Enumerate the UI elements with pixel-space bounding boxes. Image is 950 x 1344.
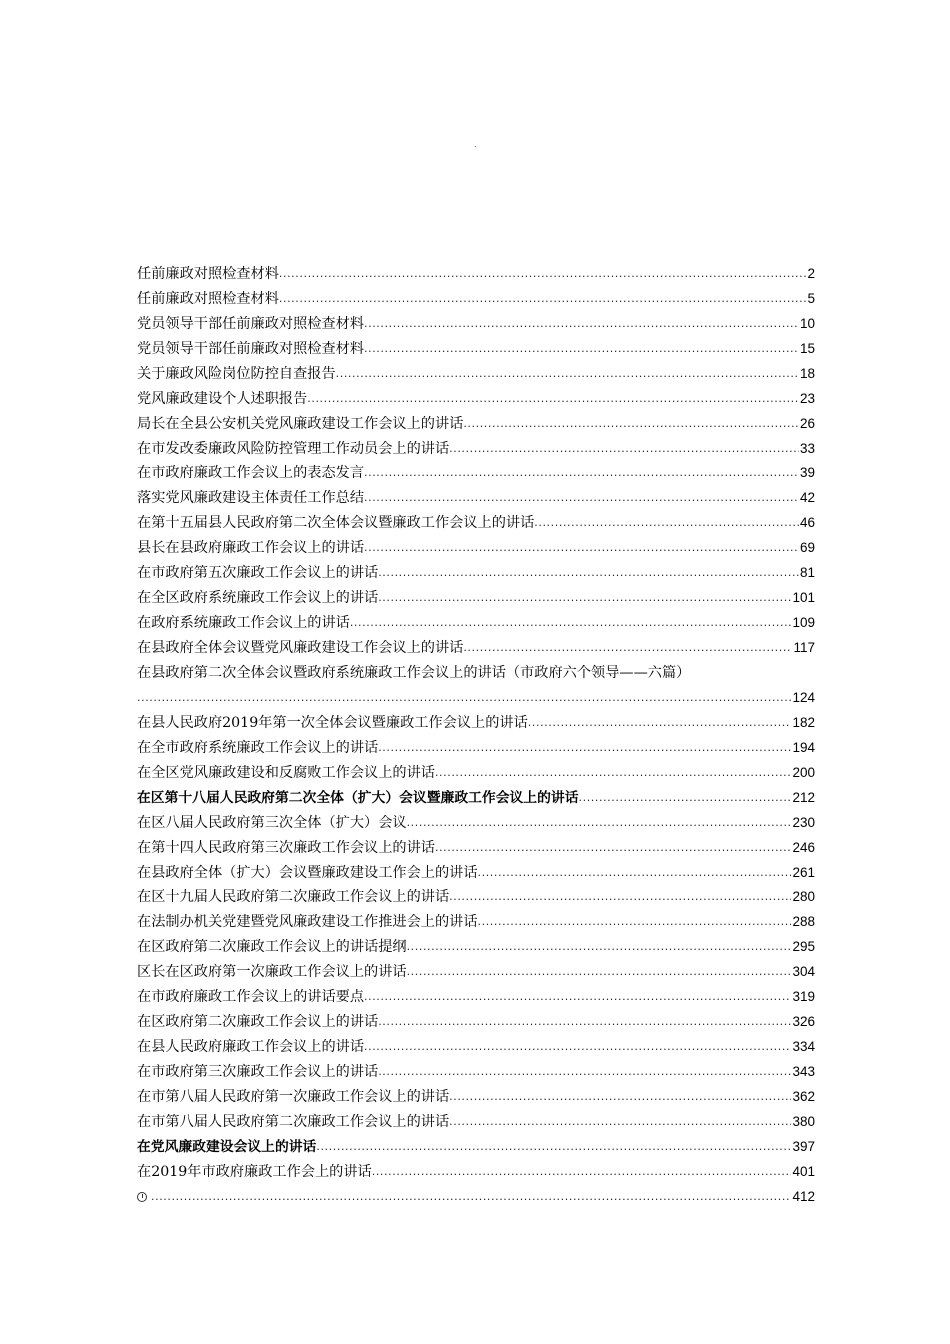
toc-entry-19[interactable]	[137, 736, 815, 761]
toc-entry-35[interactable]	[137, 1135, 815, 1160]
toc-title: 在区政府第二次廉政工作会议上的讲话	[137, 1014, 379, 1031]
toc-entry-12[interactable]	[137, 536, 815, 561]
toc-title: 在市政府第五次廉政工作会议上的讲话	[137, 565, 379, 582]
toc-page-number: 109	[792, 615, 815, 631]
toc-entry-25[interactable]	[137, 885, 815, 910]
toc-entry-27[interactable]	[137, 935, 815, 960]
toc-page-number: 304	[792, 964, 815, 980]
toc-page-number: 15	[799, 340, 815, 356]
toc-page-number: 2	[807, 265, 815, 281]
toc-page-number: 124	[792, 689, 815, 705]
dot-leader	[378, 586, 791, 611]
toc-title: 在县政府全体会议暨党风廉政建设工作会议上的讲话	[137, 640, 464, 657]
toc-page-number: 200	[792, 764, 815, 780]
toc-entry-1[interactable]	[137, 262, 815, 287]
toc-page-number: 319	[792, 989, 815, 1005]
dot-leader	[364, 536, 799, 561]
dot-leader	[137, 686, 791, 711]
dot-leader	[378, 736, 791, 761]
toc-page-number: 380	[792, 1113, 815, 1129]
toc-page-number: 295	[792, 939, 815, 955]
dot-leader	[364, 337, 799, 362]
toc-title: 在第十五届县人民政府第二次全体会议暨廉政工作会议上的讲话	[137, 515, 535, 532]
toc-page-number: 46	[799, 515, 815, 531]
dot-leader	[449, 437, 799, 462]
toc-page-number: 26	[799, 415, 815, 431]
toc-page-number: 33	[799, 440, 815, 456]
dot-leader	[316, 1135, 791, 1160]
dot-leader	[372, 1160, 792, 1185]
toc-page-number: 117	[793, 640, 815, 656]
toc-title: 局长在全县公安机关党风廉政建设工作会议上的讲话	[137, 415, 464, 432]
toc-page-number: 212	[792, 789, 815, 805]
dot-leader	[279, 287, 807, 312]
toc-entry-4[interactable]	[137, 337, 815, 362]
toc-title: 党员领导干部任前廉政对照检查材料	[137, 315, 365, 332]
toc-entry-34[interactable]	[137, 1110, 815, 1135]
toc-page-number: 69	[799, 540, 815, 556]
toc-page-number: 10	[799, 315, 815, 331]
toc-page-number: 42	[799, 490, 815, 506]
toc-entry-2[interactable]	[137, 287, 815, 312]
toc-entry-26[interactable]	[137, 910, 815, 935]
toc-page-number: 280	[792, 889, 815, 905]
toc-page-number: 182	[792, 714, 815, 730]
toc-title: 关于廉政风险岗位防控自查报告	[137, 365, 336, 382]
toc-page-number: 230	[792, 814, 815, 830]
toc-page-number: 18	[799, 365, 815, 381]
table-of-contents	[137, 262, 815, 1210]
toc-page-number: 343	[792, 1064, 815, 1079]
toc-title: 区长在区政府第一次廉政工作会议上的讲话	[137, 964, 407, 981]
toc-entry-16[interactable]	[137, 636, 815, 661]
toc-page-number: 261	[792, 864, 815, 880]
toc-entry-30[interactable]	[137, 1010, 815, 1035]
toc-entry-5[interactable]	[137, 362, 815, 387]
toc-page-number: 23	[799, 390, 815, 406]
toc-page-number: 334	[792, 1039, 815, 1055]
dot-leader	[378, 1010, 791, 1035]
toc-title: 在区八届人民政府第三次全体（扩大）会议	[137, 814, 407, 831]
clock-icon	[137, 1192, 147, 1202]
toc-title: 在区第十八届人民政府第二次全体（扩大）会议暨廉政工作会议上的讲话	[137, 789, 579, 806]
toc-entry-28[interactable]	[137, 960, 815, 985]
toc-title: 任前廉政对照检查材料	[137, 290, 279, 307]
dot-leader	[364, 312, 799, 337]
toc-entry-15[interactable]	[137, 611, 815, 636]
toc-entry-6[interactable]	[137, 387, 815, 412]
toc-title: 在全区党风廉政建设和反腐败工作会议上的讲话	[137, 764, 435, 781]
dot-leader	[364, 486, 799, 511]
toc-entry-7[interactable]	[137, 412, 815, 437]
toc-title: 在区十九届人民政府第二次廉政工作会议上的讲话	[137, 889, 450, 906]
dot-leader	[279, 262, 807, 287]
toc-title: 在市第八届人民政府第二次廉政工作会议上的讲话	[137, 1113, 450, 1130]
toc-entry-32[interactable]	[137, 1060, 815, 1085]
toc-page-number: 246	[792, 839, 815, 855]
toc-entry-21[interactable]	[137, 786, 815, 811]
toc-entry-3[interactable]	[137, 312, 815, 337]
toc-title	[137, 1185, 151, 1210]
toc-page-number: 326	[792, 1014, 815, 1030]
dot-leader	[364, 1035, 791, 1060]
toc-entry-8[interactable]	[137, 437, 815, 462]
toc-title: 在全区政府系统廉政工作会议上的讲话	[137, 590, 379, 607]
dot-leader	[407, 811, 792, 836]
toc-entry-31[interactable]	[137, 1035, 815, 1060]
toc-title: 在市发改委廉政风险防控管理工作动员会上的讲话	[137, 440, 450, 457]
toc-page-number: 401	[792, 1163, 815, 1179]
toc-page-number: 194	[792, 739, 815, 755]
toc-title: 在县政府全体（扩大）会议暨廉政建设工作会上的讲话	[137, 864, 478, 881]
toc-entry-37[interactable]	[137, 1185, 815, 1210]
toc-entry-20[interactable]	[137, 761, 815, 786]
toc-title: 落实党风廉政建设主体责任工作总结	[137, 490, 365, 507]
toc-title: 在党风廉政建设会议上的讲话	[137, 1138, 317, 1155]
toc-title: 在县人民政府2019年第一次全体会议暨廉政工作会议上的讲话	[137, 714, 528, 731]
dot-leader	[449, 885, 791, 910]
toc-page-number: 101	[792, 590, 815, 606]
toc-entry-33[interactable]	[137, 1085, 815, 1110]
dot-leader	[407, 935, 792, 960]
toc-entry-9[interactable]	[137, 462, 815, 487]
dot-leader	[407, 960, 792, 985]
dot-leader	[151, 1185, 791, 1210]
toc-page-number: 39	[799, 465, 815, 481]
toc-title: 在全市政府系统廉政工作会议上的讲话	[137, 739, 379, 756]
toc-title: 县长在县政府廉政工作会议上的讲话	[137, 540, 365, 557]
dot-leader	[364, 461, 799, 486]
dot-leader	[378, 561, 799, 586]
toc-entry-11[interactable]	[137, 511, 815, 536]
dot-leader	[478, 861, 792, 886]
dot-leader	[449, 1085, 791, 1110]
toc-entry-23[interactable]	[137, 836, 815, 861]
toc-title: 在第十四人民政府第三次廉政工作会议上的讲话	[137, 839, 435, 856]
toc-page-number: 362	[792, 1088, 815, 1104]
toc-title: 在区政府第二次廉政工作会议上的讲话提纲	[137, 939, 407, 956]
toc-entry-14[interactable]	[137, 586, 815, 611]
toc-title: 在法制办机关党建暨党风廉政建设工作推进会上的讲话	[137, 914, 478, 931]
dot-leader	[463, 636, 792, 661]
toc-entry-17[interactable]	[137, 661, 815, 711]
toc-title: 在县政府第二次全体会议暨政府系统廉政工作会议上的讲话（市政府六个领导——六篇）	[137, 665, 691, 681]
dot-leader	[378, 1060, 791, 1085]
dot-leader	[336, 362, 799, 387]
toc-page-number: 81	[799, 565, 815, 581]
toc-title: 在2019年市政府廉政工作会上的讲话	[137, 1163, 372, 1180]
toc-title: 在市政府第三次廉政工作会议上的讲话	[137, 1064, 379, 1080]
toc-title: 在市第八届人民政府第一次廉政工作会议上的讲话	[137, 1088, 450, 1105]
dot-leader	[435, 761, 792, 786]
toc-page-number: 412	[792, 1188, 815, 1204]
toc-title: 党风廉政建设个人述职报告	[137, 390, 308, 407]
toc-page-number: 5	[807, 290, 815, 306]
dot-leader	[579, 786, 792, 811]
dot-leader	[307, 387, 799, 412]
toc-entry-13[interactable]	[137, 561, 815, 586]
toc-title: 在市政府廉政工作会议上的表态发言	[137, 465, 365, 482]
dot-leader	[435, 836, 792, 861]
toc-title: 在县人民政府廉政工作会议上的讲话	[137, 1039, 365, 1056]
toc-page-number: 397	[792, 1138, 815, 1154]
dot-leader	[528, 711, 792, 736]
toc-entry-29[interactable]	[137, 985, 815, 1010]
toc-title: 任前廉政对照检查材料	[137, 265, 279, 282]
toc-entry-10[interactable]	[137, 486, 815, 511]
page-header-mark: .	[474, 140, 477, 149]
toc-entry-24[interactable]	[137, 861, 815, 886]
toc-page-number: 288	[792, 914, 815, 930]
toc-title: 在市政府廉政工作会议上的讲话要点	[137, 989, 365, 1006]
dot-leader	[534, 511, 799, 536]
toc-title: 在政府系统廉政工作会议上的讲话	[137, 615, 350, 632]
toc-entry-22[interactable]	[137, 811, 815, 836]
dot-leader	[350, 611, 792, 636]
toc-entry-36[interactable]	[137, 1160, 815, 1185]
toc-entry-18[interactable]	[137, 711, 815, 736]
toc-title: 党员领导干部任前廉政对照检查材料	[137, 340, 365, 357]
dot-leader	[364, 985, 791, 1010]
dot-leader	[463, 412, 799, 437]
dot-leader	[449, 1110, 791, 1135]
dot-leader	[478, 910, 792, 935]
